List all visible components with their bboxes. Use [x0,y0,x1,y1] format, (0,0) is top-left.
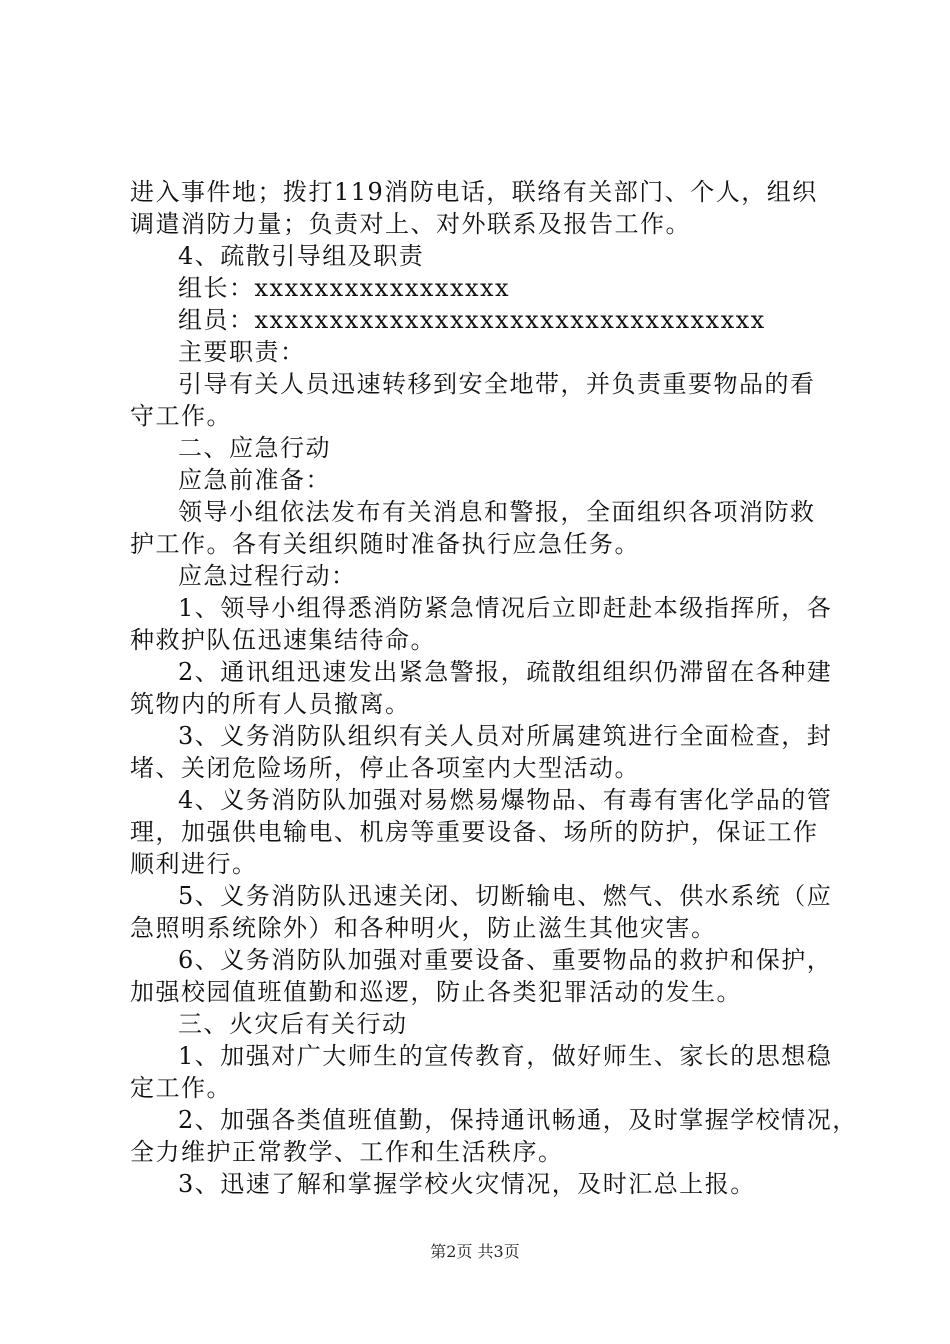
list-item-line: 1、领导小组得悉消防紧急情况后立即赶赴本级指挥所，各 [178,594,833,622]
page-number-footer: 第2页 共3页 [430,1242,520,1261]
list-item-line: 种救护队伍迅速集结待命。 [130,626,436,654]
group-members-line: 组员：xxxxxxxxxxxxxxxxxxxxxxxxxxxxxxxxxx [178,306,766,334]
list-item-line: 加强校园值班值勤和巡逻，防止各类犯罪活动的发生。 [130,978,742,1006]
body-text-line: 引导有关人员迅速转移到安全地带，并负责重要物品的看 [178,370,816,398]
list-item-line: 顺利进行。 [130,850,258,878]
list-item-line: 6、义务消防队加强对重要设备、重要物品的救护和保护， [178,946,833,974]
list-item-line: 3、义务消防队组织有关人员对所属建筑进行全面检查，封 [178,722,833,750]
body-text-line: 调遣消防力量；负责对上、对外联系及报告工作。 [130,210,691,238]
list-item-line: 2、通讯组迅速发出紧急警报，疏散组组织仍滞留在各种建 [178,658,833,686]
list-item-line: 定工作。 [130,1074,232,1102]
group-leader-line: 组长：xxxxxxxxxxxxxxxxx [178,274,511,302]
list-item-line: 全力维护正常教学、工作和生活秩序。 [130,1138,564,1166]
subsection-heading: 应急过程行动： [178,562,357,590]
body-text-line: 守工作。 [130,402,232,430]
section-heading: 二、应急行动 [178,434,331,462]
duties-heading: 主要职责： [178,338,306,366]
body-text-line: 进入事件地；拨打119消防电话，联络有关部门、个人，组织 [130,178,818,206]
list-item-line: 2、加强各类值班值勤，保持通讯畅通，及时掌握学校情况， [178,1106,858,1134]
list-item-line: 4、义务消防队加强对易燃易爆物品、有毒有害化学品的管 [178,786,833,814]
list-item-line: 理，加强供电输电、机房等重要设备、场所的防护，保证工作 [130,818,819,846]
section-heading: 4、疏散引导组及职责 [178,242,425,270]
list-item-line: 1、加强对广大师生的宣传教育，做好师生、家长的思想稳 [178,1042,833,1070]
list-item-line: 5、义务消防队迅速关闭、切断输电、燃气、供水系统（应 [178,882,833,910]
subsection-heading: 应急前准备： [178,466,331,494]
list-item-line: 筑物内的所有人员撤离。 [130,690,411,718]
list-item-line: 3、迅速了解和掌握学校火灾情况，及时汇总上报。 [178,1170,756,1198]
list-item-line: 堵、关闭危险场所，停止各项室内大型活动。 [130,754,640,782]
list-item-line: 急照明系统除外）和各种明火，防止滋生其他灾害。 [130,914,717,942]
body-text-line: 领导小组依法发布有关消息和警报，全面组织各项消防救 [178,498,816,526]
section-heading: 三、火灾后有关行动 [178,1010,408,1038]
body-text-line: 护工作。各有关组织随时准备执行应急任务。 [130,530,640,558]
